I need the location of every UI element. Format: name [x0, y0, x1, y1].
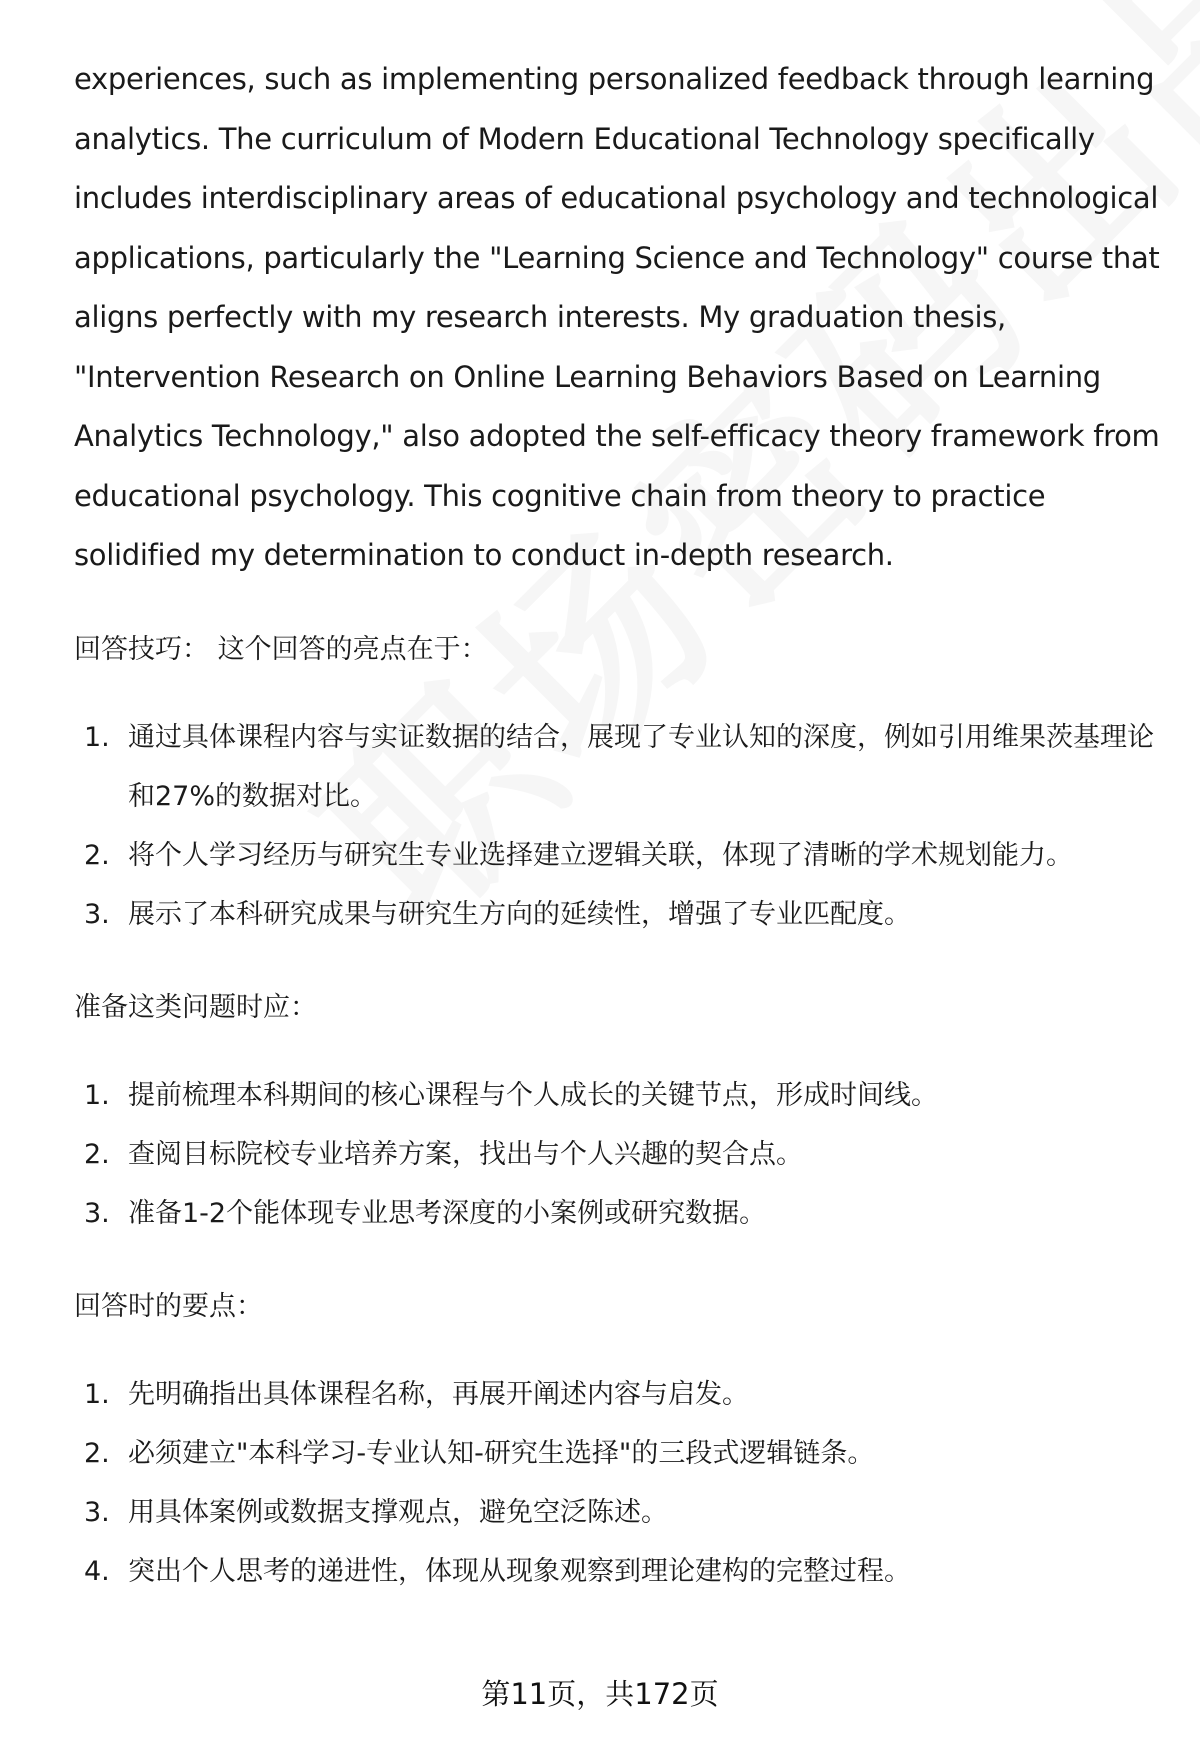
document-page [74, 50, 1164, 1601]
list-item-text: 展示了本科研究成果与研究生方向的延续性，增强了专业匹配度。 [128, 898, 911, 930]
list-item-text: 将个人学习经历与研究生专业选择建立逻辑关联，体现了清晰的学术规划能力。 [128, 839, 1073, 871]
section3-heading: 回答时的要点： [74, 1290, 263, 1322]
list-item-text: 必须建立"本科学习-专业认知-研究生选择"的三段式逻辑链条。 [128, 1437, 875, 1469]
list-item-text: 用具体案例或数据支撑观点，避免空泛陈述。 [128, 1496, 668, 1528]
list-item-text: 查阅目标院校专业培养方案，找出与个人兴趣的契合点。 [128, 1138, 803, 1170]
list-item [74, 1125, 1164, 1184]
list-item [74, 1066, 1164, 1125]
list-item [74, 1542, 1164, 1601]
list-number: 3. [84, 1197, 110, 1229]
list-item [74, 1424, 1164, 1483]
list-number: 2. [84, 1437, 110, 1469]
section1-heading: 回答技巧： 这个回答的亮点在于： [74, 633, 488, 665]
list-number: 1. [84, 721, 110, 753]
list-item [74, 1483, 1164, 1542]
list-item [74, 885, 1164, 944]
list-item [74, 1365, 1164, 1424]
list-item-text: 先明确指出具体课程名称，再展开阐述内容与启发。 [128, 1378, 749, 1410]
list-number: 1. [84, 1079, 110, 1111]
section3-list [74, 1365, 1164, 1601]
list-number: 3. [84, 898, 110, 930]
intro-paragraph: experiences, such as implementing personalized feedback through learning analytics. The curriculum of Modern Educational Technology specifically includes interdisciplinary areas of educational psychology and technological applications, particularly the "Learning Science and Technology" course that aligns perfectly with my research interests. My graduation thesis, "Intervention Research on Online Learning Behaviors Based on Learning Analytics Technology," also adopted the self-efficacy theory framework from educational psychology. This cognitive chain from theory to practice solidified my determination to conduct in-depth research. [74, 62, 1160, 572]
list-item [74, 708, 1164, 826]
section1-list [74, 708, 1164, 944]
page-number-footer: 第11页，共172页 [481, 1677, 719, 1711]
list-item-text: 提前梳理本科期间的核心课程与个人成长的关键节点，形成时间线。 [128, 1079, 938, 1111]
list-item-text: 通过具体课程内容与实证数据的结合，展现了专业认知的深度，例如引用维果茨基理论和27%的数据对比。 [128, 721, 1154, 812]
section2-list [74, 1066, 1164, 1243]
list-number: 4. [84, 1555, 110, 1587]
list-item-text: 突出个人思考的递进性，体现从现象观察到理论建构的完整过程。 [128, 1555, 911, 1587]
list-item [74, 1184, 1164, 1243]
list-number: 3. [84, 1496, 110, 1528]
list-item-text: 准备1-2个能体现专业思考深度的小案例或研究数据。 [128, 1197, 767, 1229]
list-number: 2. [84, 839, 110, 871]
list-number: 1. [84, 1378, 110, 1410]
list-item [74, 826, 1164, 885]
list-number: 2. [84, 1138, 110, 1170]
section2-heading: 准备这类问题时应： [74, 991, 317, 1023]
